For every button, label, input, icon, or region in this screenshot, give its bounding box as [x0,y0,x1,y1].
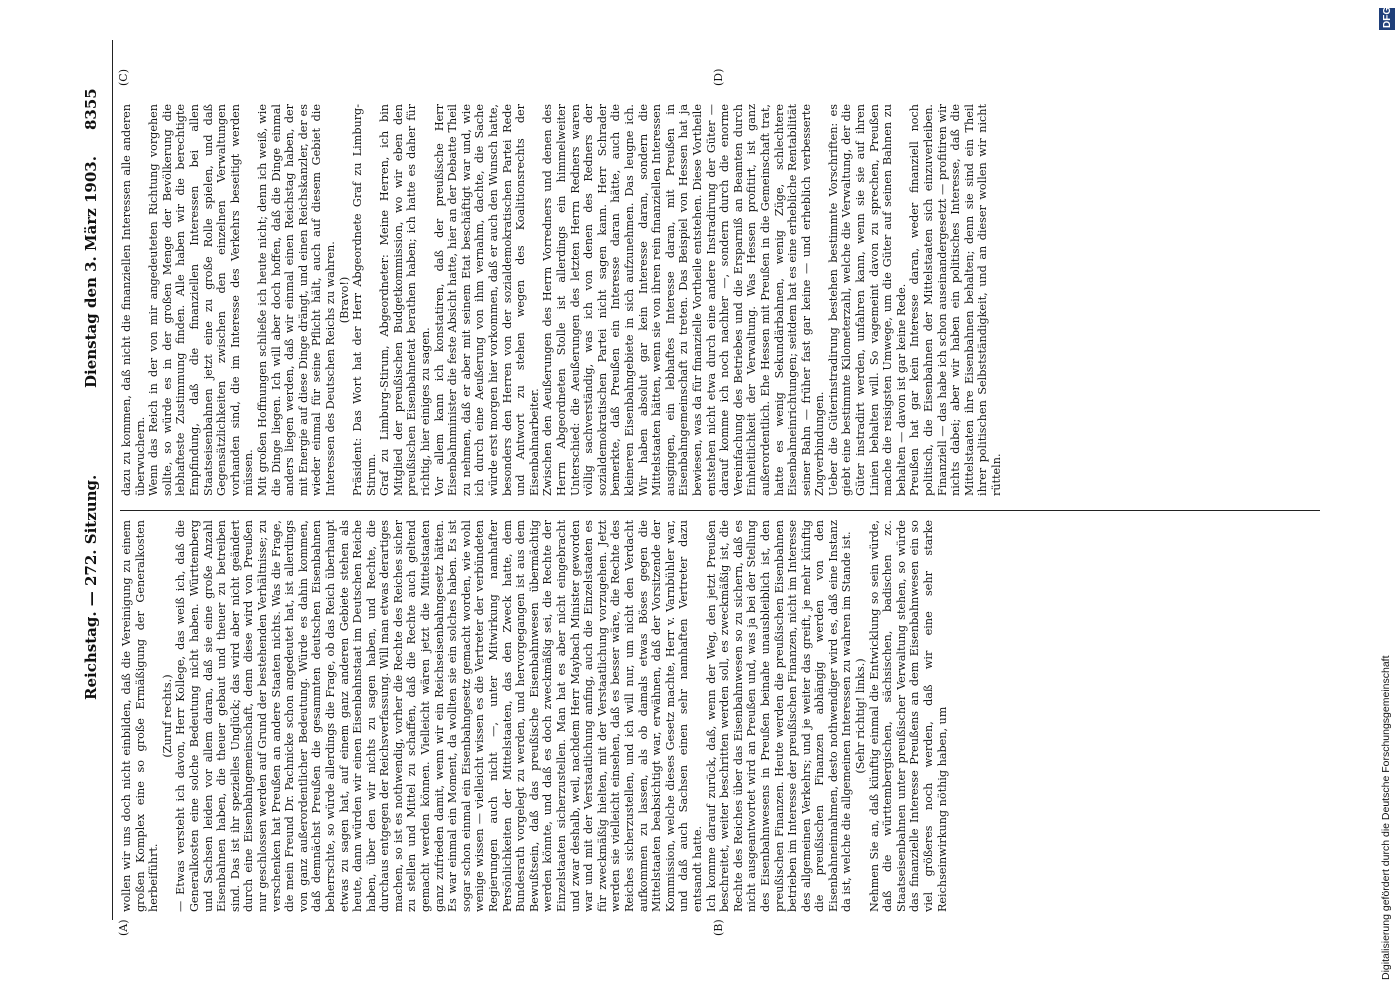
paragraph: Preußen hat gar kein Interesse daran, weder finanziell noch politisch, die Eisenbahnen der Mittelstaaten sich einzuverleiben. Finanziell — das habe ich schon auseinandergesetzt — profitiren wir nichts dabei; aber wir haben ein politisches Interesse, daß die Mittelstaaten ihre Eisenbahnen behalten; denn sie sind ein Theil ihrer politischen Selbstständigkeit, und an dieser wollen wir nicht rütteln. [908,104,1003,496]
header-rule [112,40,113,920]
paragraph: (Bravo!) [337,276,351,324]
paragraph: Ueber die Güterinstradirung bestehen bestimmte Vorschriften: es giebt eine bestimmte Kilometerzahl, welche die Verwaltung, der die Güter instradirt werden, unfahren kann, wenn sie sie auf ihren Linien behalten will. So vagemeint davon zu sprechen, Preußen mache die reisigsten Umwege, um die Güter auf seinen Bahnen zu behalten — davon ist gar keine Rede. [826,104,908,496]
header-date: Dienstag den 3. März 1903. [82,156,100,388]
paragraph: — Etwas versteht ich davon, Herr Kollege, das weiß ich, daß die Generalkosten eine solche Bedeutung nicht haben. Württemberg und Sachsen leiden vor allem daran, daß sie eine große Anzahl Eisenbahnen haben, die theuer gebaut und theuer zu betreiben sind. Das ist ihr spezielles Unglück; das wird aber nicht geändert durch eine Eisenbahngemeinschaft, denn diese wird von Preußen nur geschlossen werden auf Grund der bestehenden Verhältnisse; zu verschenken hat Preußen an andere Staaten nichts. Was die Frage, die mein Freund Dr. Pachnicke schon angedeutet hat, ist allerdings von ganz außerordentlicher Bedeutung. Würde es dahin kommen, daß demnächst Preußen die gesammten deutschen Eisenbahnen beherrschte, so würde allerdings die Frage, ob das Reich überhaupt etwas zu sagen hat, auf einem ganz anderen Gebiete stehen als heute, dann würden wir einen Eisenbahnstaat im Deutschen Reiche haben, über den wir nichts zu sagen haben, und Rechte, die durchaus entgegen der Reichsverfassung. Will man etwas derartiges machen, so ist es nothwendig, vorher die Rechte des Reiches sicher zu stellen und Mittel zu schaffen, daß die Rechte auch geltend gemacht werden können. Vielleicht wären jetzt die Mittelstaaten ganz zufrieden damit, wenn wir ein Reichseisenbahngesetz hätten. Es war einmal ein Moment, da wollten sie ein solches haben. Es ist sogar schon einmal ein Eisenbahngesetz gemacht worden, wie wohl wenige wissen — vielleicht wissen es die Vertreter der verbündeten Regierungen auch nicht —, unter Mitwirkung namhafter Persönlichkeiten der Mittelstaaten, das den Zweck hatte, dem Bundesrath vorgelegt zu werden, und hervorgegangen ist aus dem Bewußtsein, daß das preußische Eisenbahnwesen übermächtig werden könnte, und daß es doch zweckmäßig sei, die Rechte der Einzelstaaten sicherzustellen. Man hat es aber nicht eingebracht und zwar deshalb, weil, nachdem Herr Maybach Minister geworden war und mit der Verstaatlichung anfing, auch die Einzelstaaten es für zweckmäßig hielten, mit der Verstaatlichung vorzugehen. Jetzt werden sie vielleicht einsehen, daß es besser wäre, die Rechte des Reiches sicherzustellen, und ich will nur, um nicht den Verdacht aufkommen zu lassen, als ob damals etwas Böses gegen die Mittelstaaten beabsichtigt war, erwähnen, daß der Vorsitzende der Kommission, welche dieses Gesetz machte, Herr v. Varnbühler war, und daß auch Sachsen einen sehr namhaften Vertreter dazu entsandt hatte. [174,520,704,912]
text-column-left [120,520,1310,912]
digitization-note: Digitalisierung gefördert durch die Deutsche Forschungsgemeinschaft [1380,655,1392,980]
paragraph: Wenn das Reich in der von mir angedeuteten Richtung vorgehen sollte, so würde es in der großen Menge der Bevölkerung die lebhafteste Zustimmung finden. Alle haben wir die berechtigte Empfindung, daß die finanziellen Interessen bei allen Staatseisenbahnen jetzt eine zu große Rolle spielen, und daß Gegensätzlichkeiten zwischen den einzelnen Verwaltungen vorhanden sind, die im Interesse des Verkehrs beseitigt werden müssen. [147,104,256,496]
paragraph: wollen wir uns doch nicht einbilden, daß die Vereinigung zu einem großen Komplex eine so große Ermäßigung der Generalkosten herbeiführt. [120,520,161,912]
paragraph: Vor allem kann ich konstatiren, daß der preußische Herr Eisenbahnminister die feste Absicht hatte, hier an der Debatte Theil zu nehmen, daß er aber mit seinem Etat beschäftigt war und, wie ich durch eine Aeußerung von ihm vernahm, dachte, die Sache würde erst morgen hier vorkommen, daß er auch den Wunsch hatte, besonders den Herren von der sozialdemokratischen Partei Rede und Antwort zu stehen wegen des Koalitionsrechts der Eisenbahnarbeiter. [432,104,541,496]
marker-b: (B) [712,919,725,936]
paragraph: Zwischen den Aeußerungen des Herrn Vorredners und denen des Herrn Abgeordneten Stolle ist allerdings ein himmelweiter Unterschied: die Aeußerungen des letzten Herrn Redners waren völlig sachverständig, was ich von denen des Redners der sozialdemokratischen Partei nicht sagen kann. Herr Schrader bemerkte, daß Preußen ein Interesse daran hätte, auch die kleineren Eisenbahngebiete in sich aufzunehmen. Das leugne ich. Wir haben absolut gar kein Interesse daran, sondern die Mittelstaaten hätten, wenn sie von ihren rein finanziellen Interessen ausgingen, ein lebhaftes Interesse daran, mit Preußen in Eisenbahngemeinschaft zu treten. Das Beispiel von Hessen hat ja bewiesen, was da für finanzielle Vortheile entstehen. Diese Vortheile entstehen nicht etwa durch eine andere Instradirung der Güter — darauf komme ich noch nachher —, sondern durch die enorme Vereinfachung des Betriebes und die Ersparniß an Beamten durch Einheitlichkeit der Verwaltung. Was Hessen profitirt, ist ganz außerordentlich. Ehe Hessen mit Preußen in die Gemeinschaft trat, hatte es wenig Sekundärbahnen, wenig Züge, schlechtere Eisenbahneinrichtungen; seitdem hat es eine erhebliche Rentabilität seiner Bahn — früher fast gar keine — und erheblich verbesserte Zugverbindungen. [541,104,827,496]
dfg-logo [1379,8,1395,30]
paragraph: Präsident: Das Wort hat der Herr Abgeordnete Graf zu Limburg-Stirum. [351,104,378,496]
header-left-title: Reichstag. — 272. Sitzung. [82,474,100,700]
paragraph: Graf zu Limburg-Stirum, Abgeordneter: Meine Herren, ich bin Mitglied der preußischen Budgetkommission, wo wir eben den preußischen Eisenbahnetat berathen haben; ich hatte es daher für richtig, hier einiges zu sagen. [378,104,433,496]
text-column-right [120,104,1310,496]
marker-a: (A) [117,919,130,936]
paragraph: dazu zu kommen, daß nicht die finanziellen Interessen alle anderen überwuchern. [120,104,147,496]
paragraph: (Zuruf rechts.) [160,674,174,758]
marker-d: (D) [712,68,725,86]
paragraph: Ich komme darauf zurück, daß, wenn der Weg, den jetzt Preußen beschreitet, weiter beschritten werden soll, es zweckmäßig ist, die Rechte des Reiches über das Eisenbahnwesen so zu sichern, daß es nicht ausgeantwortet wird an Preußen und, was ja bei der Stellung des Eisenbahnwesens in Preußen beinahe unausbleiblich ist, den preußischen Finanzen. Heute werden die preußischen Eisenbahnen betrieben im Interesse der preußischen Finanzen, nicht im Interesse des allgemeinen Verkehrs; und je weiter das greift, je mehr künftig die preußischen Finanzen abhängig werden von den Eisenbahneinnahmen, desto nothwendiger wird es, daß eine Instanz da ist, welche die allgemeinen Interessen zu wahren im Stande ist. [704,520,854,912]
paragraph: (Sehr richtig! links.) [854,658,868,774]
marker-c: (C) [117,69,130,86]
paragraph: Mit großen Hoffnungen schließe ich heute nicht; denn ich weiß, wie die Dinge liegen. Ich will aber doch hoffen, daß die Dinge einmal anders liegen werden, daß wir einmal einen Reichstag haben, der mit Energie auf diese Dinge drängt, und einen Reichskanzler, der es wieder einmal für seine Pflicht hält, auch auf diesem Gebiet die Interessen des Deutschen Reichs zu wahren. [255,104,337,496]
column-divider [120,510,1320,511]
page-number: 8355 [82,88,100,130]
dfg-logo-text: DFG [1382,6,1393,28]
paragraph: Nehmen Sie an, daß künftig einmal die Entwicklung so sein würde, daß die württembergischen, sächsischen, badischen zc. Staatseisenbahnen unter preußischer Verwaltung stehen, so würde das finanzielle Interesse Preußens an dem Eisenbahnwesen ein so viel größeres noch werden, daß wir eine sehr starke Reichseinwirkung nöthig haben, um [867,520,949,912]
